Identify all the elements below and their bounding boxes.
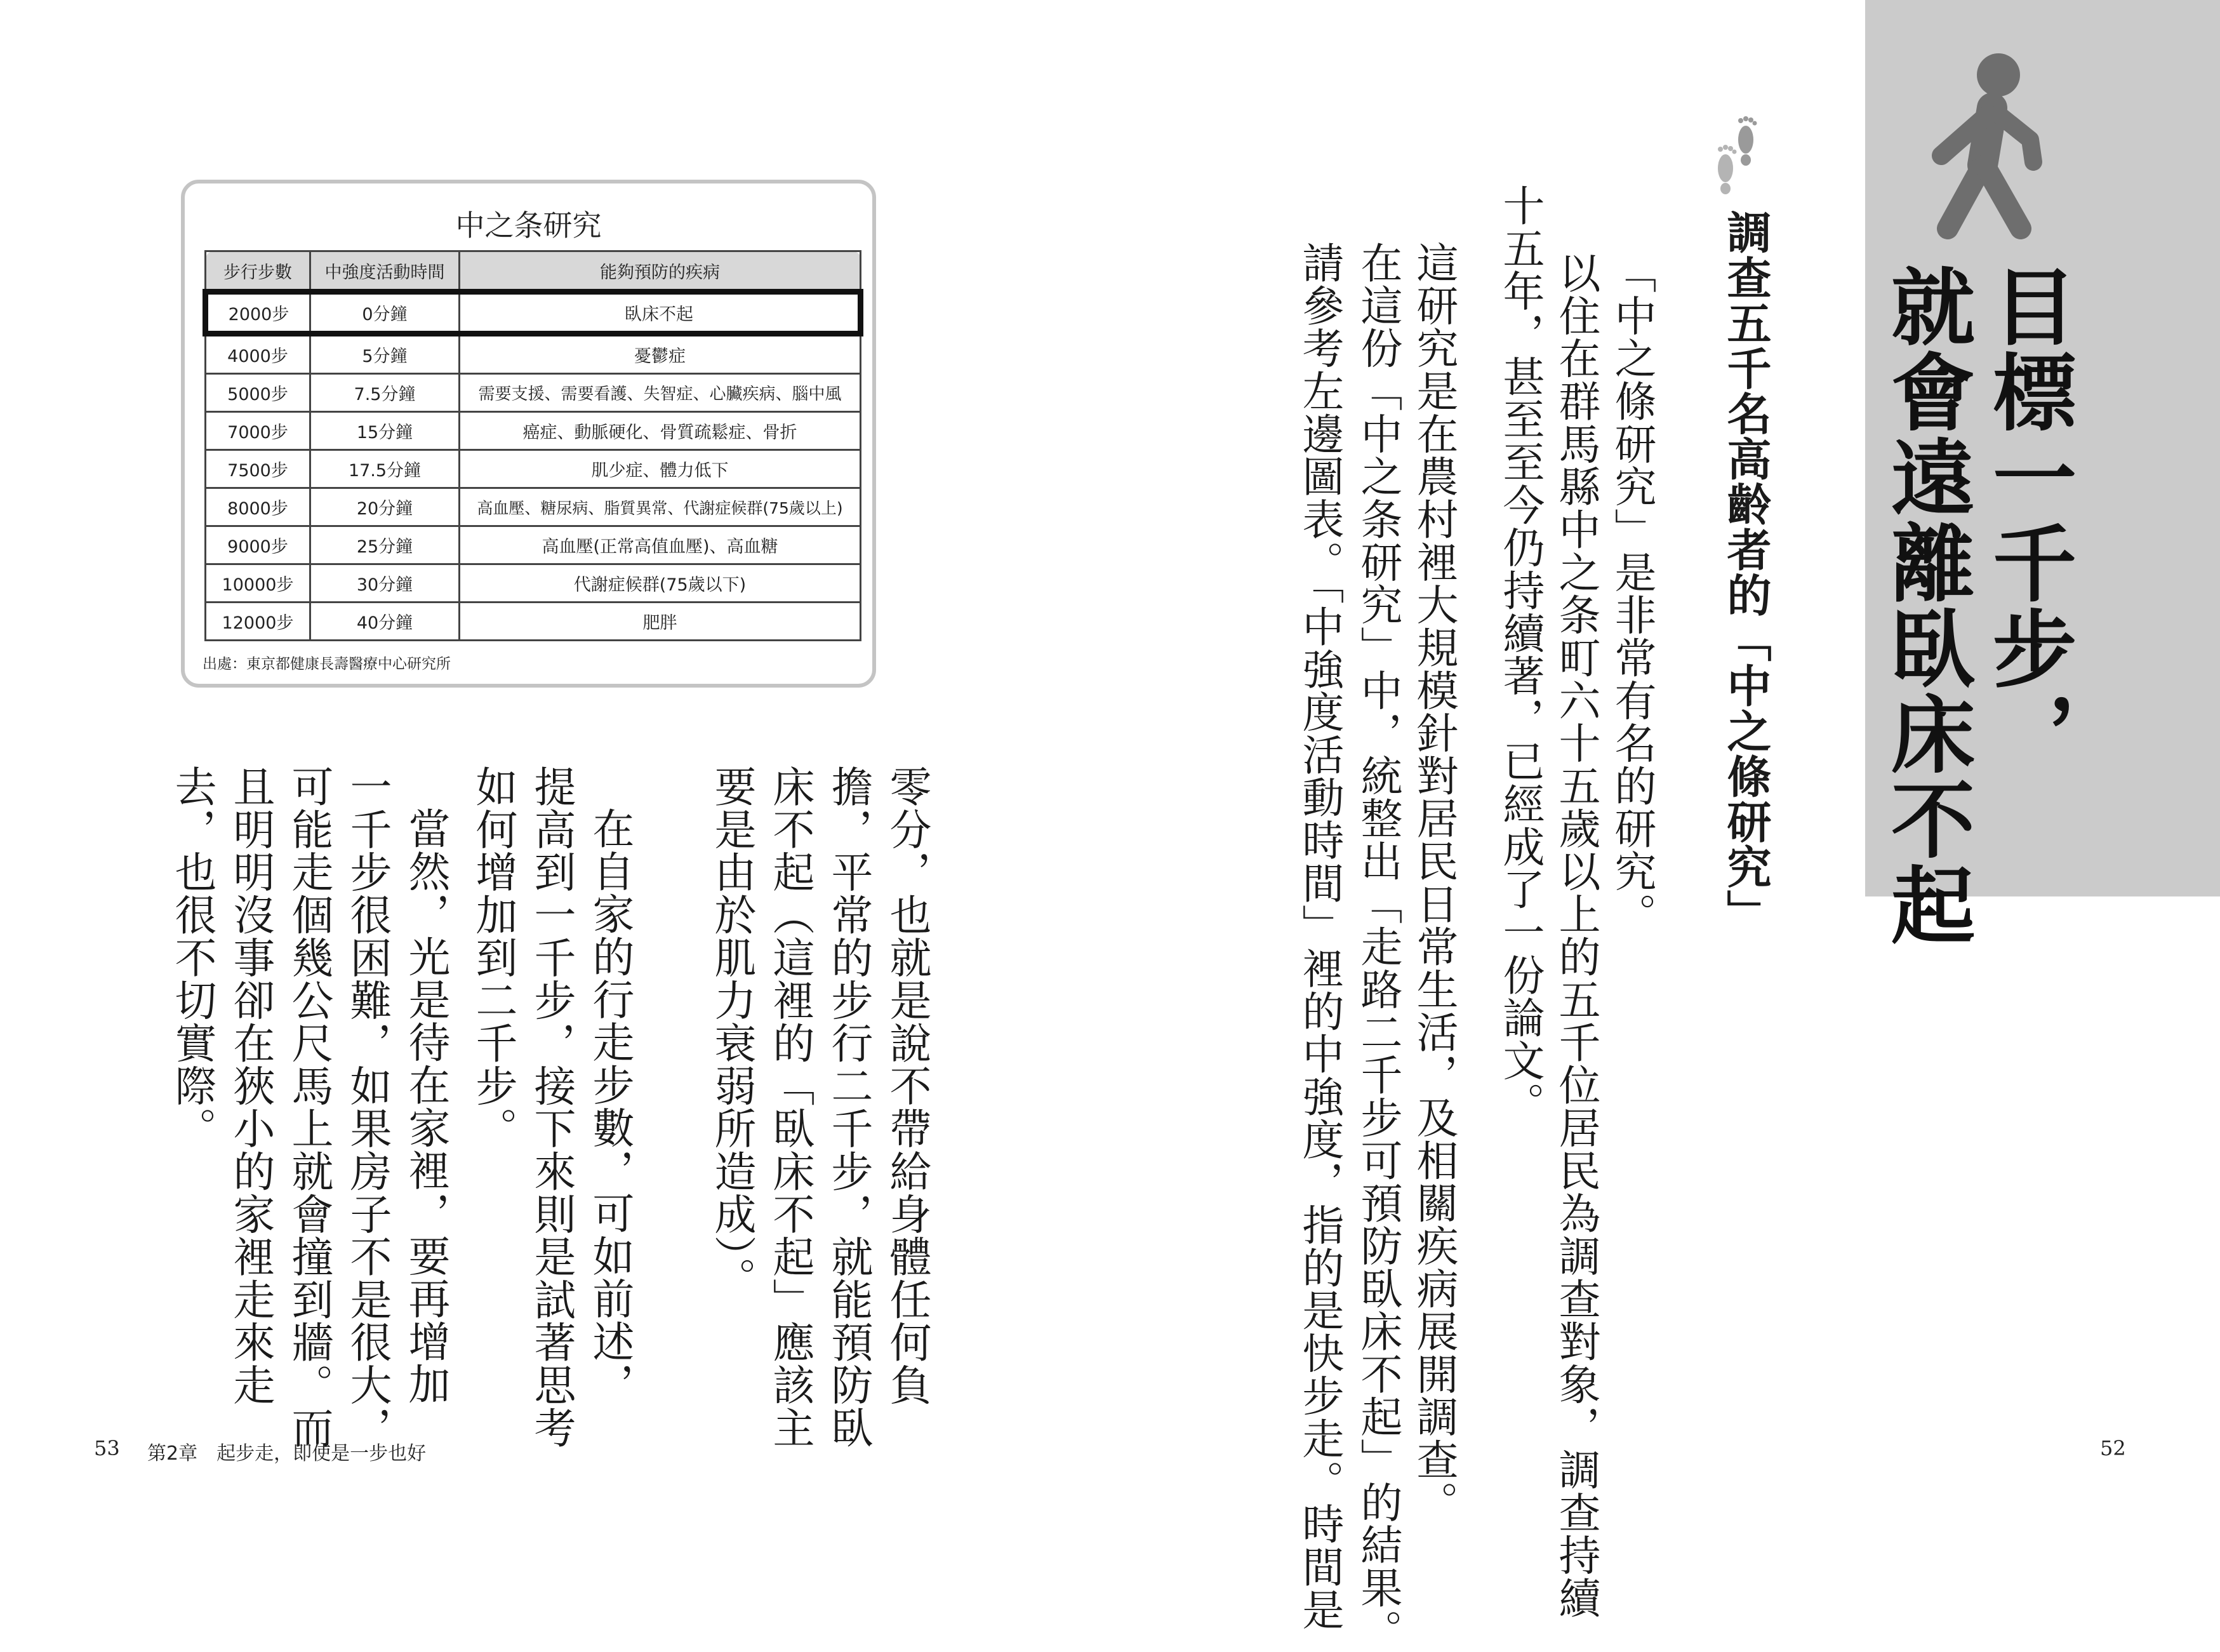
chapter-title-line-2: 就會遠離臥床不起 xyxy=(1877,263,1974,948)
running-head: 第2章 起步走，即使是一步也好 xyxy=(147,1442,427,1465)
column-header: 中強度活動時間 xyxy=(310,251,460,292)
table-row-highlighted xyxy=(206,292,861,334)
activity-time-cell: 17.5分鐘 xyxy=(310,450,460,488)
column-header: 步行步數 xyxy=(206,251,310,292)
activity-time-cell: 0分鐘 xyxy=(310,292,460,334)
activity-time-cell: 40分鐘 xyxy=(310,603,460,641)
body-paragraph: 在自家的行走步數，可如前述， xyxy=(585,807,634,1406)
table-row xyxy=(206,450,861,488)
body-paragraph: 在這份「中之条研究」中，統整出「走路二千步可預防臥床不起」的結果。 xyxy=(1353,241,1402,1652)
disease-cell: 憂鬱症 xyxy=(460,334,861,374)
study-table-box xyxy=(181,180,876,688)
section-heading: 調查五千名高齡者的「中之條研究」 xyxy=(1720,210,1772,935)
body-paragraph: 這研究是在農村裡大規模針對居民日常生活，及相關疾病展開調查。 xyxy=(1409,241,1458,1524)
chapter-title-line-1: 目標一千步， xyxy=(1978,263,2076,776)
walking-person-icon xyxy=(1903,44,2075,248)
table-row xyxy=(206,374,861,412)
table-title: 中之条研究 xyxy=(455,208,602,243)
body-paragraph: 且明明沒事卻在狹小的家裡走來走 xyxy=(226,765,275,1406)
table-source-note: 出處：東京都健康長壽醫療中心研究所 xyxy=(203,656,451,672)
table-row xyxy=(206,488,861,526)
steps-cell: 9000步 xyxy=(206,526,310,564)
table-row xyxy=(206,412,861,450)
study-table xyxy=(203,250,863,641)
table-row xyxy=(206,334,861,374)
body-paragraph: 當然，光是待在家裡，要再增加 xyxy=(401,807,450,1406)
table-row xyxy=(206,526,861,564)
body-paragraph: 「中之條研究」是非常有名的研究。 xyxy=(1607,251,1656,936)
activity-time-cell: 5分鐘 xyxy=(310,334,460,374)
body-paragraph: 擔，平常的步行二千步，就能預防臥 xyxy=(824,765,873,1449)
body-paragraph: 可能走個幾公尺馬上就會撞到牆。而 xyxy=(284,765,333,1449)
body-paragraph: 要是由於肌力衰弱所造成）。 xyxy=(707,765,756,1300)
table-header-row xyxy=(206,251,861,292)
disease-cell: 高血壓、糖尿病、脂質異常、代謝症候群(75歲以上) xyxy=(460,488,861,526)
activity-time-cell: 20分鐘 xyxy=(310,488,460,526)
disease-cell: 肌少症、體力低下 xyxy=(460,450,861,488)
body-paragraph: 以住在群馬縣中之条町六十五歲以上的五千位居民為調查對象，調查持續 xyxy=(1552,251,1600,1620)
disease-cell: 高血壓(正常高值血壓)、高血糖 xyxy=(460,526,861,564)
body-paragraph: 請參考左邊圖表。「中強度活動時間」裡的中強度，指的是快步走。時間是 xyxy=(1295,241,1344,1631)
body-paragraph: 去，也很不切實際。 xyxy=(168,765,216,1150)
body-paragraph: 床不起（這裡的「臥床不起」應該主 xyxy=(766,765,814,1449)
disease-cell: 代謝症候群(75歲以下) xyxy=(460,564,861,603)
steps-cell: 8000步 xyxy=(206,488,310,526)
disease-cell: 癌症、動脈硬化、骨質疏鬆症、骨折 xyxy=(460,412,861,450)
page-number-right: 52 xyxy=(2100,1436,2126,1460)
disease-cell: 肥胖 xyxy=(460,603,861,641)
steps-cell: 2000步 xyxy=(206,292,310,334)
disease-cell: 需要支援、需要看護、失智症、心臟疾病、腦中風 xyxy=(460,374,861,412)
body-paragraph: 一千步很困難，如果房子不是很大， xyxy=(343,765,392,1449)
activity-time-cell: 30分鐘 xyxy=(310,564,460,603)
body-paragraph: 如何增加到二千步。 xyxy=(469,765,517,1150)
steps-cell: 7500步 xyxy=(206,450,310,488)
table-row xyxy=(206,564,861,603)
steps-cell: 10000步 xyxy=(206,564,310,603)
steps-cell: 4000步 xyxy=(206,334,310,374)
steps-cell: 12000步 xyxy=(206,603,310,641)
activity-time-cell: 15分鐘 xyxy=(310,412,460,450)
steps-cell: 5000步 xyxy=(206,374,310,412)
body-paragraph: 零分，也就是說不帶給身體任何負 xyxy=(882,765,931,1406)
steps-cell: 7000步 xyxy=(206,412,310,450)
activity-time-cell: 7.5分鐘 xyxy=(310,374,460,412)
footprints-icon xyxy=(1708,114,1765,203)
chapter-title-panel xyxy=(1865,0,2220,948)
body-paragraph: 提高到一千步，接下來則是試著思考 xyxy=(527,765,576,1449)
column-header: 能夠預防的疾病 xyxy=(460,251,861,292)
disease-cell: 臥床不起 xyxy=(460,292,861,334)
page-number-left: 53 xyxy=(94,1436,120,1460)
activity-time-cell: 25分鐘 xyxy=(310,526,460,564)
body-paragraph: 十五年，甚至至今仍持續著，已經成了一份論文。 xyxy=(1496,184,1545,1125)
table-row xyxy=(206,603,861,641)
